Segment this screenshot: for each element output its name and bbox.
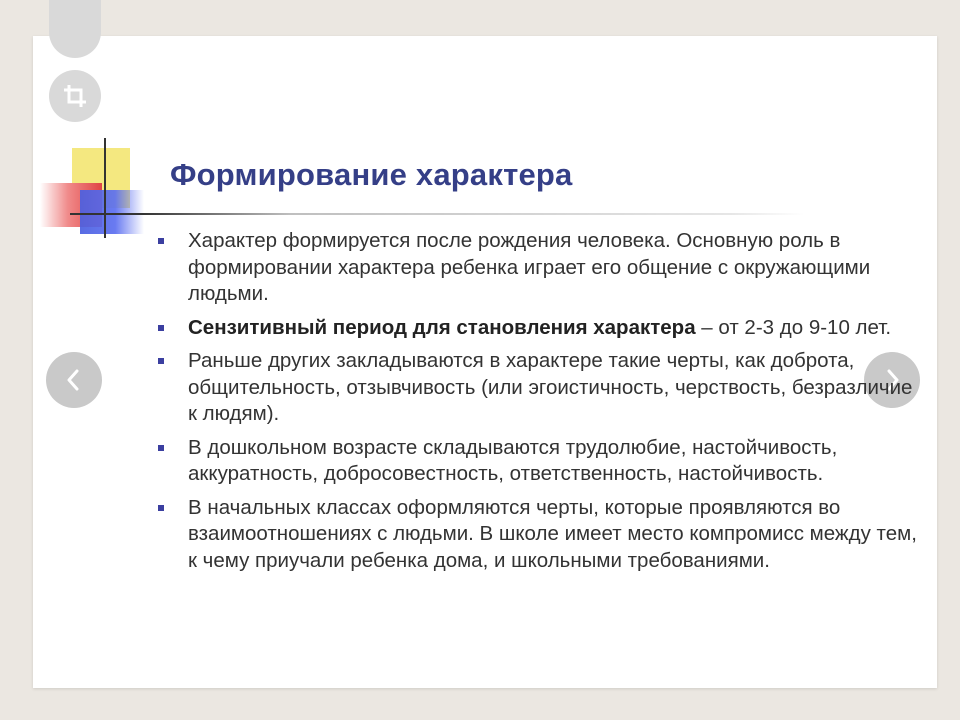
deco-horizontal-line <box>70 213 804 215</box>
deco-vertical-line <box>104 138 106 238</box>
crop-button[interactable] <box>49 70 101 122</box>
slide-title: Формирование характера <box>170 157 573 192</box>
list-item <box>158 495 918 575</box>
bullet-square-icon <box>158 505 164 511</box>
bullet-list <box>158 228 918 581</box>
bullet-text: Характер формируется после рождения человека. Основную роль в формировании характера ребенка играет его общение с окружающими людьми. <box>188 229 871 305</box>
bullet-square-icon <box>158 445 164 451</box>
bullet-square-icon <box>158 358 164 364</box>
top-control[interactable] <box>49 0 101 58</box>
list-item <box>158 435 918 488</box>
bullet-square-icon <box>158 325 164 331</box>
bullet-text: В дошкольном возрасте складываются трудолюбие, настойчивость, аккуратность, добросовестность, ответственность, настойчивость. <box>188 435 838 485</box>
list-item <box>158 315 918 342</box>
chevron-left-icon <box>62 368 86 392</box>
list-item <box>158 228 918 308</box>
bullet-text: В начальных классах оформляются черты, которые проявляются во взаимоотношениях с людьми. В школе имеет место компромисс между тем, к чему приучали ребенка дома, и школьными требованиями. <box>188 495 917 572</box>
deco-blue-bar <box>80 190 144 234</box>
bullet-square-icon <box>158 238 164 244</box>
bullet-text: Раньше других закладываются в характере такие черты, как доброта, общительность, отзывчивость (или эгоистичность, черствость, безразличие к людям). <box>188 349 913 425</box>
crop-icon <box>62 83 88 109</box>
bullet-bold-text: Сензитивный период для становления характера <box>188 315 696 339</box>
prev-slide-button[interactable] <box>46 352 102 408</box>
bullet-text: – от 2-3 до 9-10 лет. <box>695 315 892 339</box>
list-item <box>158 348 918 428</box>
